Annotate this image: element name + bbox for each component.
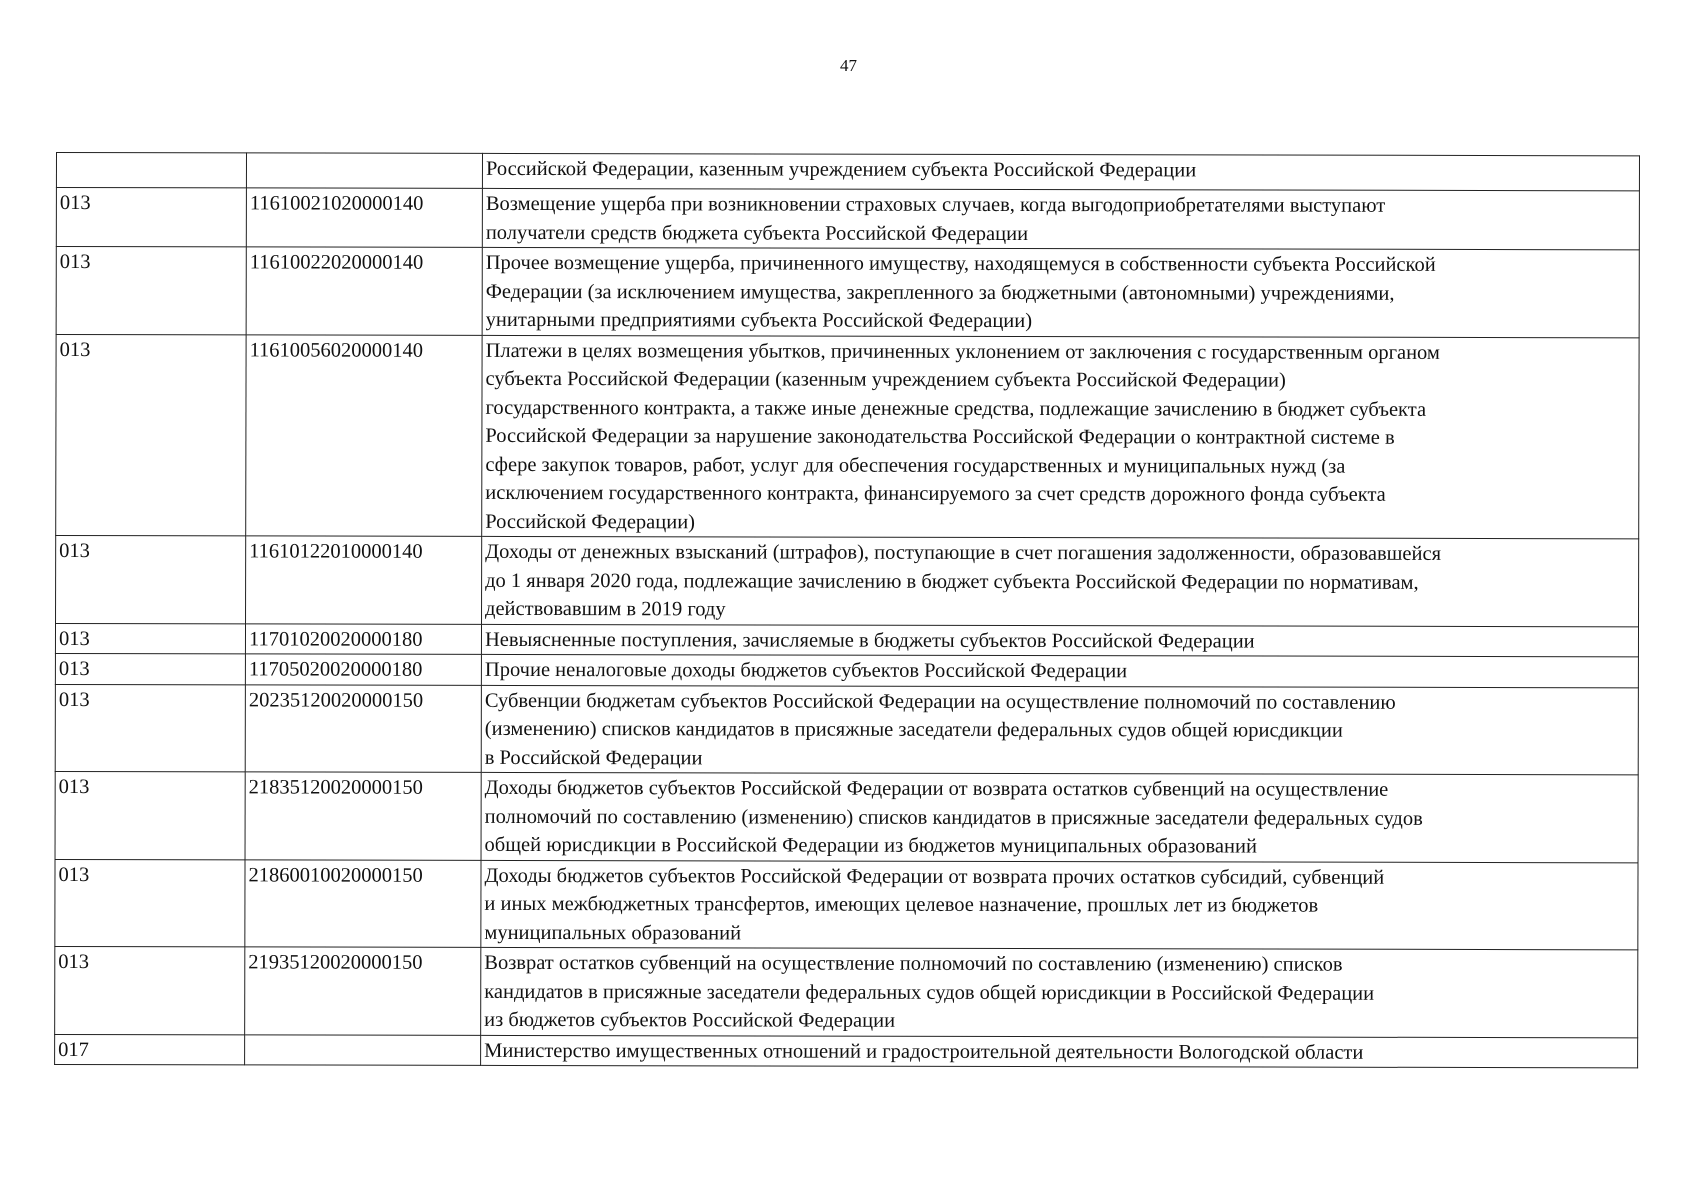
revenue-name-cell: Субвенции бюджетам субъектов Российской Федерации на осуществление полномочий по составлению (изменению) списков кандидатов в присяжные заседатели федеральных судов общей юрисдикции в Российской Федерации (481, 685, 1638, 775)
budget-code-cell (245, 1034, 481, 1065)
revenue-name-cell: Прочее возмещение ущерба, причиненного имуществу, находящемуся в собственности субъекта Российской Федерации (за исключением имущества, закрепленного за бюджетными (автономными) учреждениями, унитарными предприятиями субъекта Российской Федерации) (482, 247, 1639, 337)
table-row (56, 536, 1639, 627)
admin-code-cell: 013 (55, 859, 245, 947)
budget-code-cell: 11610021020000140 (246, 188, 482, 247)
budget-code-cell: 11610022020000140 (246, 247, 482, 335)
admin-code-cell: 013 (56, 188, 246, 247)
budget-code-cell: 11701020020000180 (245, 623, 481, 654)
revenue-name-cell: Российской Федерации, казенным учреждением субъекта Российской Федерации (482, 153, 1639, 190)
admin-code-cell (56, 153, 246, 188)
revenue-name-cell: Платежи в целях возмещения убытков, причиненных уклонением от заключения с государственным органом субъекта Российской Федерации (казенным учреждением субъекта Российской Федерации) государственного контракта, а также иные денежные средства, подлежащие зачислению в бюджет субъекта Российской Федерации за нарушение законодательства Российской Федерации о контрактной системе в сфере закупок товаров, работ, услуг для обеспечения государственных и муниципальных нужд (за исключением государственного контракта, финансируемого за счет средств дорожного фонда субъекта Российской Федерации) (482, 335, 1639, 539)
table-row (55, 1034, 1638, 1068)
revenue-codes-table (54, 152, 1640, 1068)
budget-code-cell: 11610122010000140 (246, 536, 482, 624)
table-row (55, 859, 1638, 950)
budget-code-cell: 11705020020000180 (245, 654, 481, 685)
table-row (56, 153, 1639, 191)
revenue-name-cell: Доходы бюджетов субъектов Российской Федерации от возврата прочих остатков субсидий, субвенций и иных межбюджетных трансфертов, имеющих целевое назначение, прошлых лет из бюджетов муниципальных образований (481, 860, 1638, 950)
table-row (55, 771, 1638, 862)
table-row (56, 334, 1639, 539)
budget-code-cell: 21835120020000150 (245, 772, 481, 860)
revenue-name-cell: Доходы бюджетов субъектов Российской Федерации от возврата остатков субвенций на осуществление полномочий по составлению (изменению) списков кандидатов в присяжные заседатели федеральных судов общей юрисдикции в Российской Федерации из бюджетов муниципальных образований (481, 772, 1638, 862)
table-row (56, 247, 1639, 338)
budget-code-cell: 11610056020000140 (246, 334, 482, 536)
revenue-name-cell: Доходы от денежных взысканий (штрафов), поступающие в счет погашения задолженности, образовавшейся до 1 января 2020 года, подлежащие зачислению в бюджет субъекта Российской Федерации по нормативам, действовавшим в 2019 году (482, 536, 1639, 626)
revenue-name-cell: Возврат остатков субвенций на осуществление полномочий по составлению (изменению) списков кандидатов в присяжные заседатели федеральных судов общей юрисдикции в Российской Федерации из бюджетов субъектов Российской Федерации (481, 947, 1638, 1037)
revenue-name-cell: Министерство имущественных отношений и градостроительной деятельности Вологодской области (481, 1035, 1638, 1068)
page-number: 47 (840, 56, 857, 75)
admin-code-cell: 017 (55, 1034, 245, 1065)
admin-code-cell: 013 (55, 623, 245, 654)
table-row (55, 684, 1638, 775)
table-body (55, 153, 1640, 1068)
budget-code-cell: 21860010020000150 (245, 859, 481, 947)
admin-code-cell: 013 (55, 946, 245, 1034)
revenue-name-cell: Прочие неналоговые доходы бюджетов субъектов Российской Федерации (481, 654, 1638, 687)
table-row (55, 653, 1638, 687)
budget-code-cell (246, 153, 482, 188)
table-row (56, 188, 1639, 250)
budget-code-cell: 21935120020000150 (245, 947, 481, 1035)
admin-code-cell: 013 (55, 653, 245, 684)
admin-code-cell: 013 (56, 536, 246, 624)
admin-code-cell: 013 (55, 771, 245, 859)
revenue-name-cell: Невыясненные поступления, зачисляемые в бюджеты субъектов Российской Федерации (481, 624, 1638, 657)
table-row (55, 946, 1638, 1037)
budget-code-cell: 20235120020000150 (245, 684, 481, 772)
table-row (55, 623, 1638, 657)
admin-code-cell: 013 (56, 247, 246, 335)
admin-code-cell: 013 (55, 684, 245, 772)
admin-code-cell: 013 (56, 334, 246, 536)
revenue-name-cell: Возмещение ущерба при возникновении страховых случаев, когда выгодоприобретателями выступают получатели средств бюджета субъекта Российской Федерации (482, 188, 1639, 249)
